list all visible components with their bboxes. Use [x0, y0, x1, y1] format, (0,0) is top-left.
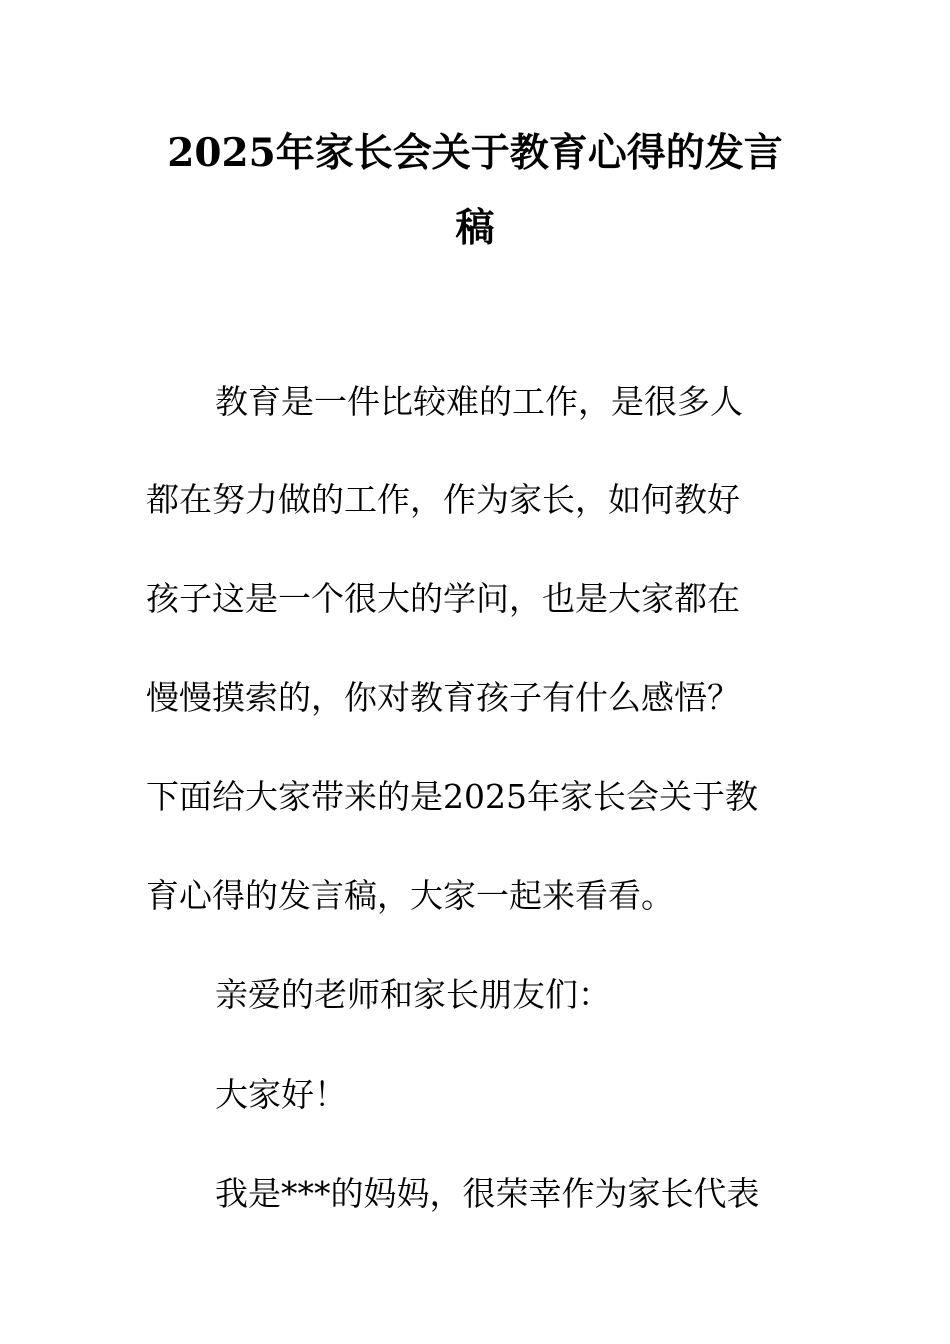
- paragraph-line: 都在努力做的工作，作为家长，如何教好: [146, 480, 740, 519]
- document-title-line-1: 2025年家长会关于教育心得的发言: [167, 130, 783, 176]
- paragraph-line: 我是***的妈妈，很荣幸作为家长代表: [215, 1174, 760, 1213]
- salutation-line: 亲爱的老师和家长朋友们：: [215, 975, 611, 1014]
- paragraph-line: 教育是一件比较难的工作，是很多人: [215, 382, 743, 421]
- greeting-line: 大家好！: [215, 1075, 347, 1114]
- paragraph-line: 孩子这是一个很大的学问，也是大家都在: [146, 579, 740, 618]
- paragraph-line: 慢慢摸索的，你对教育孩子有什么感悟？: [146, 678, 740, 717]
- paragraph-line: 下面给大家带来的是2025年家长会关于教: [146, 777, 758, 816]
- paragraph-line: 育心得的发言稿，大家一起来看看。: [146, 876, 674, 915]
- document-title-line-2: 稿: [455, 205, 495, 251]
